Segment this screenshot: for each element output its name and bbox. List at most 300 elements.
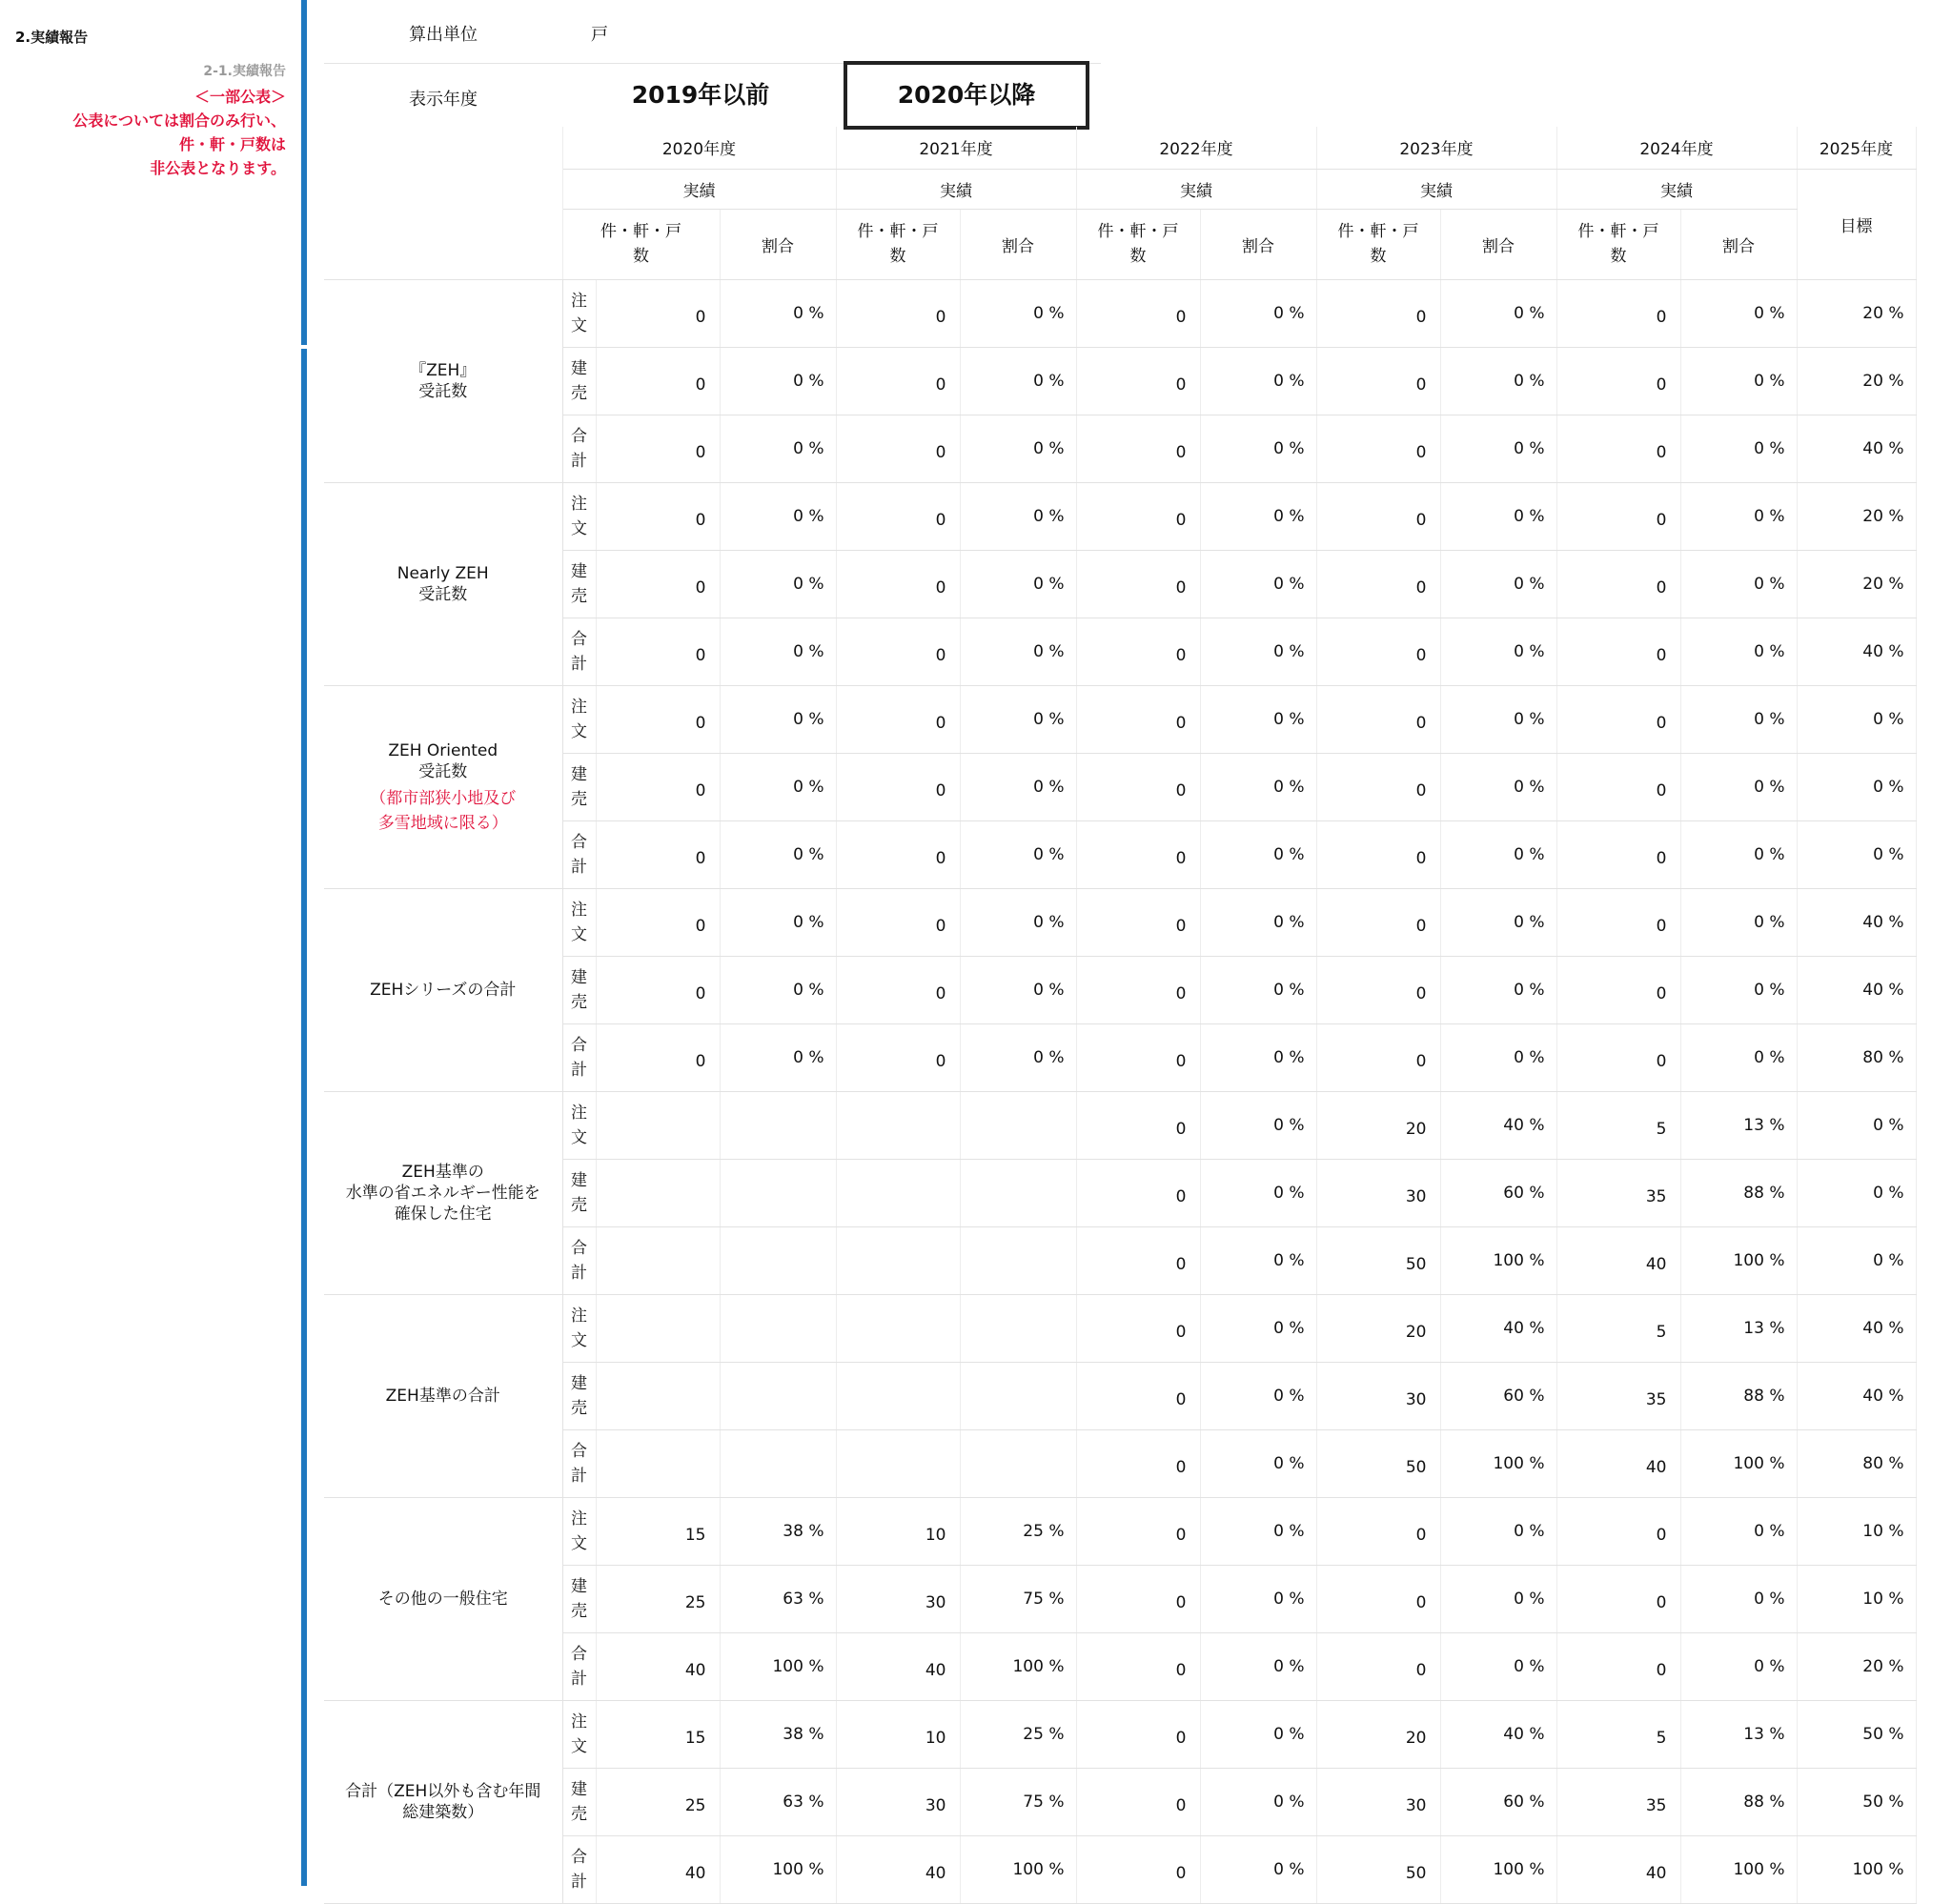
ratio-cell: 0 % — [720, 888, 836, 956]
row-type-label — [562, 1835, 596, 1903]
row-type-char: 合 — [571, 1238, 587, 1258]
count-header-line: 数 — [1610, 247, 1627, 266]
ratio-cell: 60 % — [1440, 1159, 1556, 1226]
ratio-cell: 88 % — [1680, 1768, 1797, 1835]
count-cell: 0 — [1076, 482, 1200, 550]
ratio-cell: 0 % — [720, 956, 836, 1023]
count-cell: 0 — [836, 888, 960, 956]
ratio-cell: 13 % — [1680, 1294, 1797, 1362]
ratio-cell: 0 % — [720, 279, 836, 347]
actual-header: 実績 — [562, 169, 836, 209]
count-cell — [596, 1362, 720, 1429]
ratio-cell: 25 % — [960, 1497, 1076, 1565]
table-row — [324, 956, 1916, 1023]
ratio-cell: 0 % — [1440, 1565, 1556, 1632]
ratio-cell: 100 % — [1680, 1226, 1797, 1294]
row-type-label — [562, 888, 596, 956]
target-cell: 20 % — [1797, 279, 1916, 347]
ratio-cell: 0 % — [1440, 550, 1556, 618]
table-row — [324, 888, 1916, 956]
ratio-cell: 0 % — [960, 415, 1076, 482]
target-cell: 20 % — [1797, 550, 1916, 618]
row-type-label — [562, 1565, 596, 1632]
category-line: 水準の省エネルギー性能を — [345, 1183, 540, 1203]
ratio-cell: 0 % — [1440, 415, 1556, 482]
target-cell: 20 % — [1797, 482, 1916, 550]
ratio-cell: 0 % — [1200, 415, 1316, 482]
year-header: 2023年度 — [1316, 127, 1556, 169]
ratio-cell: 0 % — [960, 685, 1076, 753]
count-cell: 0 — [1556, 753, 1680, 820]
count-cell: 0 — [1316, 279, 1440, 347]
target-cell: 40 % — [1797, 1294, 1916, 1362]
row-type-label — [562, 1497, 596, 1565]
count-cell: 0 — [1076, 1497, 1200, 1565]
target-cell: 80 % — [1797, 1429, 1916, 1497]
count-cell: 0 — [1076, 1294, 1200, 1362]
count-cell: 0 — [1076, 550, 1200, 618]
ratio-cell: 0 % — [960, 888, 1076, 956]
count-cell — [836, 1159, 960, 1226]
ratio-cell: 60 % — [1440, 1768, 1556, 1835]
row-type-char: 売 — [571, 383, 587, 403]
count-cell — [836, 1362, 960, 1429]
table-row — [324, 1632, 1916, 1700]
count-cell: 40 — [836, 1835, 960, 1903]
ratio-cell: 88 % — [1680, 1362, 1797, 1429]
row-type-label — [562, 550, 596, 618]
unit-row — [324, 0, 1101, 64]
row-type-char: 注 — [571, 1306, 587, 1326]
count-cell: 0 — [1556, 482, 1680, 550]
ratio-cell: 38 % — [720, 1497, 836, 1565]
category-line: 総建築数） — [402, 1802, 484, 1822]
table-row — [324, 1835, 1916, 1903]
count-cell: 40 — [1556, 1226, 1680, 1294]
category-line: Nearly ZEH — [396, 563, 489, 583]
note-line: 非公表となります。 — [150, 159, 286, 177]
row-type-char: 注 — [571, 697, 587, 717]
header-blank — [324, 127, 562, 279]
ratio-cell: 0 % — [720, 415, 836, 482]
row-type-char: 文 — [571, 1127, 587, 1147]
row-type-label — [562, 1362, 596, 1429]
category-label — [324, 888, 562, 1091]
ratio-header: 割合 — [960, 209, 1076, 279]
ratio-header: 割合 — [1680, 209, 1797, 279]
target-cell: 20 % — [1797, 347, 1916, 415]
count-cell: 50 — [1316, 1429, 1440, 1497]
ratio-cell: 0 % — [1680, 482, 1797, 550]
count-cell: 0 — [1556, 618, 1680, 685]
row-type-char: 計 — [571, 1669, 587, 1689]
sidebar-divider — [301, 0, 307, 1886]
ratio-cell: 75 % — [960, 1768, 1076, 1835]
target-cell: 80 % — [1797, 1023, 1916, 1091]
ratio-cell: 0 % — [960, 482, 1076, 550]
count-cell: 0 — [1316, 482, 1440, 550]
count-cell: 0 — [596, 685, 720, 753]
row-type-char: 建 — [571, 1576, 587, 1596]
count-cell: 0 — [836, 279, 960, 347]
sub-header-row — [324, 209, 1916, 279]
ratio-cell: 100 % — [1440, 1226, 1556, 1294]
count-cell: 0 — [596, 415, 720, 482]
target-header: 目標 — [1797, 169, 1916, 279]
row-type-label — [562, 1091, 596, 1159]
row-type-char: 文 — [571, 518, 587, 538]
ratio-cell: 0 % — [1440, 279, 1556, 347]
count-cell: 0 — [836, 1023, 960, 1091]
ratio-cell: 0 % — [1440, 888, 1556, 956]
ratio-cell: 0 % — [720, 685, 836, 753]
ratio-cell: 100 % — [720, 1835, 836, 1903]
year-after-button[interactable]: 2020年以降 — [844, 61, 1089, 130]
count-cell: 0 — [1316, 1565, 1440, 1632]
ratio-cell: 60 % — [1440, 1362, 1556, 1429]
ratio-cell: 25 % — [960, 1700, 1076, 1768]
ratio-cell: 0 % — [1440, 347, 1556, 415]
divider-gap — [301, 345, 307, 349]
note-line: 件・軒・戸数は — [178, 135, 286, 153]
ratio-cell: 0 % — [1200, 753, 1316, 820]
count-cell: 20 — [1316, 1091, 1440, 1159]
count-header-line: 数 — [889, 247, 906, 266]
count-cell: 20 — [1316, 1700, 1440, 1768]
row-type-char: 文 — [571, 1533, 587, 1553]
ratio-cell: 13 % — [1680, 1091, 1797, 1159]
ratio-cell: 0 % — [1680, 1565, 1797, 1632]
target-cell: 20 % — [1797, 1632, 1916, 1700]
count-cell: 30 — [1316, 1159, 1440, 1226]
row-type-char: 文 — [571, 1330, 587, 1350]
ratio-cell: 0 % — [1200, 279, 1316, 347]
row-type-char: 注 — [571, 1712, 587, 1732]
ratio-cell: 0 % — [1200, 550, 1316, 618]
row-type-char: 合 — [571, 1441, 587, 1461]
count-cell: 40 — [596, 1835, 720, 1903]
count-header-line: 数 — [1129, 247, 1147, 266]
ratio-cell: 100 % — [1440, 1835, 1556, 1903]
ratio-cell: 0 % — [960, 618, 1076, 685]
count-cell: 0 — [1076, 1565, 1200, 1632]
count-cell: 40 — [1556, 1835, 1680, 1903]
ratio-cell: 40 % — [1440, 1700, 1556, 1768]
count-header-line: 件・軒・戸 — [857, 222, 939, 241]
count-cell: 0 — [1316, 753, 1440, 820]
category-line: 合計（ZEH以外も含む年間 — [345, 1781, 541, 1801]
ratio-cell: 0 % — [1680, 1023, 1797, 1091]
ratio-cell: 0 % — [1440, 956, 1556, 1023]
category-line: 受託数 — [418, 584, 468, 604]
category-line: ZEH基準の合計 — [385, 1386, 500, 1406]
actual-header: 実績 — [1076, 169, 1316, 209]
ratio-cell: 100 % — [1440, 1429, 1556, 1497]
count-cell: 0 — [596, 956, 720, 1023]
ratio-cell — [720, 1091, 836, 1159]
row-type-label — [562, 1023, 596, 1091]
row-type-label — [562, 1700, 596, 1768]
ratio-cell: 0 % — [1440, 753, 1556, 820]
row-type-char: 注 — [571, 900, 587, 920]
row-type-char: 建 — [571, 1779, 587, 1799]
sidebar — [0, 0, 301, 1886]
ratio-cell: 0 % — [1680, 956, 1797, 1023]
row-type-char: 注 — [571, 1509, 587, 1529]
ratio-cell: 0 % — [1200, 1226, 1316, 1294]
unit-label: 算出単位 — [409, 25, 478, 45]
category-note: 多雪地域に限る） — [377, 813, 508, 833]
ratio-cell: 0 % — [1200, 685, 1316, 753]
category-label — [324, 482, 562, 685]
count-cell — [596, 1091, 720, 1159]
ratio-cell: 0 % — [1200, 1362, 1316, 1429]
category-line: 確保した住宅 — [394, 1204, 492, 1224]
count-cell: 50 — [1316, 1226, 1440, 1294]
row-type-label — [562, 1632, 596, 1700]
category-line: ZEH基準の — [401, 1162, 484, 1182]
ratio-cell: 0 % — [1200, 888, 1316, 956]
ratio-cell: 0 % — [1680, 1497, 1797, 1565]
category-label — [324, 279, 562, 482]
count-cell: 0 — [596, 347, 720, 415]
count-header — [1556, 209, 1680, 279]
year-header: 2024年度 — [1556, 127, 1797, 169]
count-cell: 0 — [836, 618, 960, 685]
count-header — [836, 209, 960, 279]
ratio-cell: 0 % — [1200, 1294, 1316, 1362]
ratio-cell: 0 % — [1200, 1768, 1316, 1835]
unit-value: 戸 — [591, 25, 608, 45]
ratio-cell: 100 % — [720, 1632, 836, 1700]
ratio-cell: 0 % — [1440, 482, 1556, 550]
target-year-header: 2025年度 — [1797, 127, 1916, 169]
count-cell: 0 — [1076, 1429, 1200, 1497]
category-line: 受託数 — [418, 381, 468, 401]
row-type-char: 合 — [571, 1644, 587, 1664]
count-cell: 0 — [836, 550, 960, 618]
year-header: 2021年度 — [836, 127, 1076, 169]
row-type-char: 売 — [571, 1398, 587, 1418]
count-cell: 0 — [596, 618, 720, 685]
category-label — [324, 1700, 562, 1903]
count-cell: 0 — [1076, 753, 1200, 820]
subsection-link[interactable]: 2-1.実績報告 — [203, 64, 286, 79]
ratio-cell: 0 % — [720, 820, 836, 888]
count-cell: 0 — [596, 550, 720, 618]
row-type-char: 文 — [571, 924, 587, 944]
count-cell — [596, 1429, 720, 1497]
table-row — [324, 1023, 1916, 1091]
table-row — [324, 1226, 1916, 1294]
table-row — [324, 279, 1916, 347]
row-type-char: 売 — [571, 992, 587, 1012]
ratio-cell: 0 % — [1680, 415, 1797, 482]
count-cell: 5 — [1556, 1294, 1680, 1362]
row-type-char: 建 — [571, 358, 587, 378]
count-cell: 35 — [1556, 1768, 1680, 1835]
ratio-cell: 0 % — [1200, 347, 1316, 415]
table-row — [324, 1429, 1916, 1497]
ratio-cell: 0 % — [720, 618, 836, 685]
count-cell: 35 — [1556, 1362, 1680, 1429]
target-cell: 0 % — [1797, 1226, 1916, 1294]
count-cell: 0 — [1076, 347, 1200, 415]
table-row — [324, 618, 1916, 685]
ratio-cell: 0 % — [720, 1023, 836, 1091]
display-year-label: 表示年度 — [409, 90, 478, 110]
ratio-cell: 0 % — [1200, 1565, 1316, 1632]
count-cell: 0 — [1556, 347, 1680, 415]
year-header: 2020年度 — [562, 127, 836, 169]
count-cell: 0 — [1076, 1362, 1200, 1429]
ratio-cell: 100 % — [1680, 1835, 1797, 1903]
row-type-char: 計 — [571, 1466, 587, 1486]
count-cell: 0 — [1076, 1632, 1200, 1700]
target-cell: 50 % — [1797, 1768, 1916, 1835]
row-type-char: 計 — [571, 451, 587, 471]
note-line: ＜一部公表＞ — [193, 88, 286, 106]
category-line: その他の一般住宅 — [377, 1589, 508, 1609]
table-row — [324, 1565, 1916, 1632]
ratio-cell: 0 % — [1200, 1835, 1316, 1903]
table-row — [324, 1159, 1916, 1226]
results-table — [324, 127, 1917, 1904]
ratio-cell: 0 % — [1440, 1632, 1556, 1700]
category-line: 『ZEH』 — [410, 360, 477, 380]
count-cell: 0 — [1076, 1159, 1200, 1226]
row-type-char: 合 — [571, 832, 587, 852]
count-cell: 0 — [836, 415, 960, 482]
target-cell: 10 % — [1797, 1565, 1916, 1632]
row-type-label — [562, 820, 596, 888]
count-cell: 40 — [836, 1632, 960, 1700]
count-cell: 0 — [1076, 888, 1200, 956]
count-cell: 0 — [1076, 1023, 1200, 1091]
table-row — [324, 1362, 1916, 1429]
count-cell: 0 — [1556, 550, 1680, 618]
ratio-cell: 0 % — [1440, 1023, 1556, 1091]
count-cell: 0 — [1556, 888, 1680, 956]
count-cell: 0 — [836, 685, 960, 753]
category-label — [324, 1294, 562, 1497]
count-cell: 0 — [836, 820, 960, 888]
ratio-cell: 0 % — [960, 279, 1076, 347]
count-cell: 10 — [836, 1700, 960, 1768]
row-type-char: 建 — [571, 561, 587, 581]
count-header-line: 数 — [633, 247, 649, 266]
count-cell: 20 — [1316, 1294, 1440, 1362]
ratio-cell — [720, 1294, 836, 1362]
row-type-char: 文 — [571, 721, 587, 741]
target-cell: 0 % — [1797, 820, 1916, 888]
count-cell: 0 — [596, 820, 720, 888]
ratio-cell: 0 % — [1200, 1700, 1316, 1768]
target-cell: 40 % — [1797, 956, 1916, 1023]
table-row — [324, 415, 1916, 482]
ratio-cell: 0 % — [960, 820, 1076, 888]
count-cell: 0 — [1556, 415, 1680, 482]
count-cell: 0 — [1076, 415, 1200, 482]
ratio-cell: 0 % — [1440, 820, 1556, 888]
ratio-cell: 0 % — [1200, 1159, 1316, 1226]
count-cell: 10 — [836, 1497, 960, 1565]
ratio-cell: 0 % — [720, 482, 836, 550]
ratio-cell: 0 % — [720, 550, 836, 618]
row-type-char: 計 — [571, 857, 587, 877]
row-type-char: 売 — [571, 586, 587, 606]
category-line: 受託数 — [418, 761, 468, 781]
table-row — [324, 685, 1916, 753]
count-header — [1316, 209, 1440, 279]
ratio-cell — [960, 1362, 1076, 1429]
row-type-label — [562, 1226, 596, 1294]
count-cell: 15 — [596, 1497, 720, 1565]
row-type-char: 売 — [571, 1195, 587, 1215]
row-type-char: 計 — [571, 1263, 587, 1283]
category-label — [324, 1497, 562, 1700]
count-cell: 0 — [1076, 279, 1200, 347]
ratio-cell: 0 % — [1680, 888, 1797, 956]
disclosure-notes — [72, 85, 286, 180]
ratio-cell: 0 % — [1680, 820, 1797, 888]
year-before-button[interactable]: 2019年以前 — [631, 81, 770, 109]
ratio-cell: 0 % — [1200, 956, 1316, 1023]
target-cell: 40 % — [1797, 618, 1916, 685]
row-type-char: 建 — [571, 1373, 587, 1393]
ratio-cell — [720, 1429, 836, 1497]
count-cell: 0 — [1556, 1497, 1680, 1565]
count-cell: 0 — [1316, 820, 1440, 888]
row-type-char: 建 — [571, 967, 587, 987]
count-cell: 0 — [1316, 347, 1440, 415]
count-cell: 0 — [1316, 1632, 1440, 1700]
count-cell: 0 — [1556, 279, 1680, 347]
section-heading: 2.実績報告 — [15, 29, 89, 46]
count-header — [562, 209, 720, 279]
ratio-cell: 0 % — [1680, 550, 1797, 618]
count-cell: 0 — [1556, 685, 1680, 753]
count-cell: 0 — [1556, 956, 1680, 1023]
count-header-line: 件・軒・戸 — [1097, 222, 1179, 241]
count-cell: 0 — [1076, 820, 1200, 888]
count-cell — [596, 1159, 720, 1226]
table-row — [324, 482, 1916, 550]
row-type-label — [562, 482, 596, 550]
ratio-header: 割合 — [1440, 209, 1556, 279]
count-cell: 30 — [1316, 1768, 1440, 1835]
ratio-cell: 0 % — [1200, 1023, 1316, 1091]
category-note: （都市部狭小地及び — [370, 788, 517, 808]
row-type-char: 計 — [571, 654, 587, 674]
row-type-label — [562, 956, 596, 1023]
count-cell — [836, 1294, 960, 1362]
ratio-cell: 0 % — [960, 956, 1076, 1023]
count-header-line: 数 — [1370, 247, 1387, 266]
count-cell: 0 — [596, 279, 720, 347]
table-row — [324, 1768, 1916, 1835]
count-cell — [596, 1294, 720, 1362]
count-header — [1076, 209, 1200, 279]
ratio-header: 割合 — [720, 209, 836, 279]
count-cell — [596, 1226, 720, 1294]
count-cell: 0 — [1316, 415, 1440, 482]
ratio-cell: 0 % — [1200, 1632, 1316, 1700]
count-header-line: 件・軒・戸 — [600, 222, 681, 241]
note-line: 公表については割合のみ行い、 — [72, 111, 286, 130]
target-cell: 0 % — [1797, 753, 1916, 820]
row-type-char: 計 — [571, 1872, 587, 1892]
